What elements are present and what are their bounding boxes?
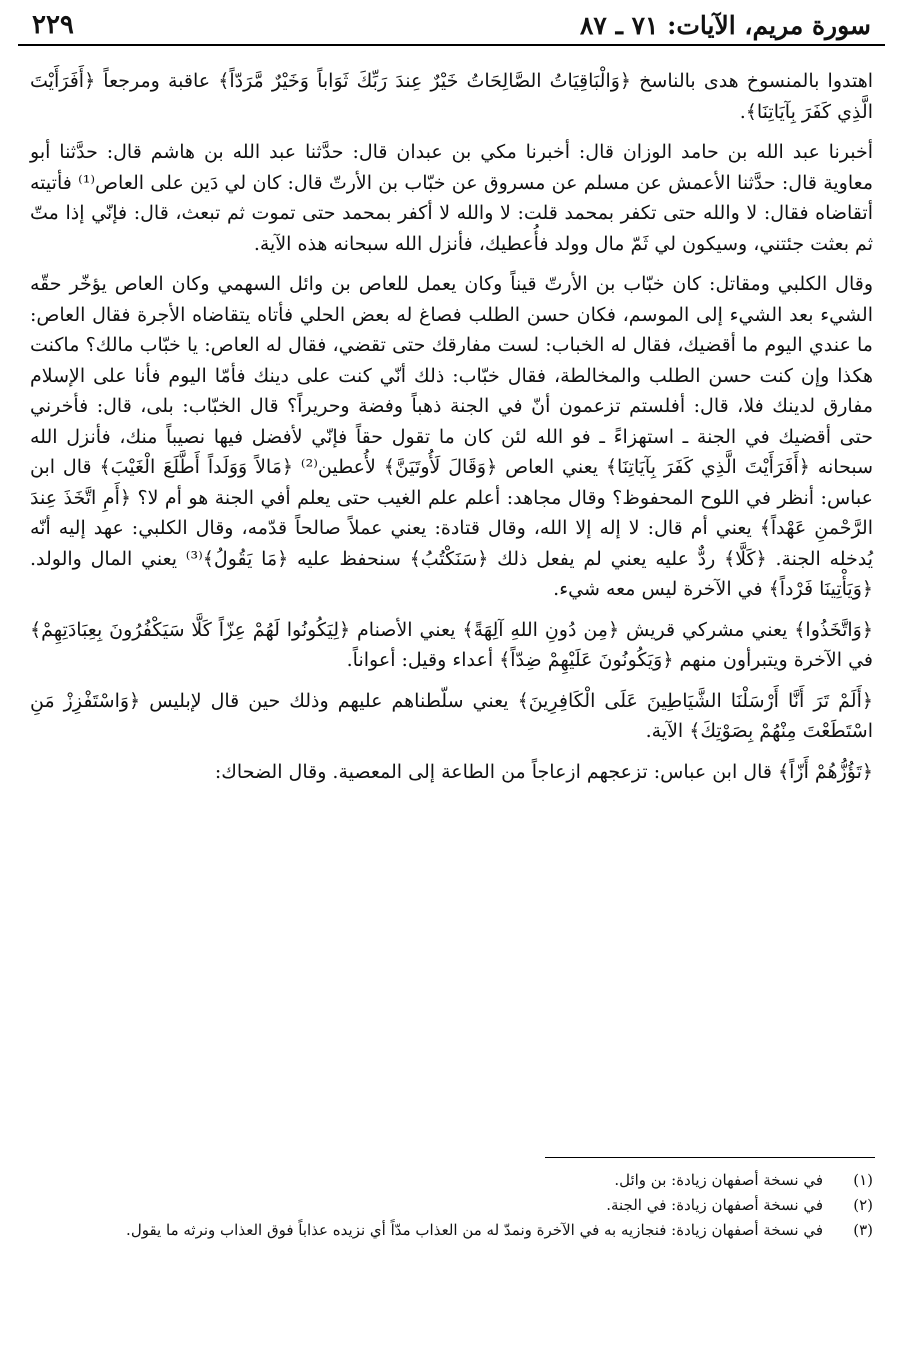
footnote-divider [545,1157,875,1158]
paragraph: ﴿وَاتَّخَذُوا﴾ يعني مشركي قريش ﴿مِن دُونِ اللهِ آلِهَةً﴾ يعني الأصنام ﴿لِيَكُونُوا لَهُمْ عِزّاً كَلَّا سَيَكْفُرُونَ بِعِبَادَتِهِمْ﴾ في الآخرة ويتبرأون منهم ﴿وَيَكُونُونَ عَلَيْهِمْ ضِدّاً﴾ أعداء وقيل: أعواناً. [30,618,873,671]
page-header [18,10,885,46]
footnotes [30,1168,873,1243]
page-number: ٢٢٩ [32,10,74,40]
footnote [30,1193,873,1218]
footnote-text: في نسخة أصفهان زيادة: فنجازيه به في الآخرة ونمدّ له من العذاب مدّاً أي نزيده عذاباً فوق العذاب ونرثه ما يقول. [126,1221,823,1239]
paragraph: وقال الكلبي ومقاتل: كان خبّاب بن الأرتّ قيناً وكان يعمل للعاص بن وائل السهمي وكان العاص يؤخّر حقّه الشيء بعد الشيء إلى الموسم، فكان حسن الطلب فصاغ له بعض الحلي فأتاه يتقاضاه الأجرة فقال العاص: ما عندي اليوم ما أقضيك، فقال له الخباب: لست مفارقك حتى تقضي، فقال له العاص: يا خبّاب مالك؟ ماكنت هكذا وإن كنت حسن الطلب والمخالطة، فقال خبّاب: ذلك أنّي كنت على دينك فأمّا اليوم فأنا على الإسلام مفارق لدينك فلا، قال: أفلستم تزعمون أنّ في الجنة ذهباً وفضة وحريراً؟ قال الخبّاب: بلى، قال: فأخرني حتى أقضيك في الجنة ـ استهزاءً ـ فو الله لئن كان ما تقول حقاً فإنّي لأفضل فيها نصيباً منك، فأنزل الله سبحانه ﴿أَفَرَأَيْتَ الَّذِي كَفَرَ بِآيَاتِنَا﴾ يعني العاص ﴿وَقَالَ لَأُوتَيَنَّ﴾ لأُعطين⁽²⁾ ﴿مَالاً وَوَلَداً أَطَّلَعَ الْغَيْبَ﴾ قال ابن عباس: أنظر في اللوح المحفوظ؟ وقال مجاهد: أعلم علم الغيب حتى يعلم أفي الجنة هو أم لا؟ ﴿أَمِ اتَّخَذَ عِندَ الرَّحْمنِ عَهْداً﴾ يعني أم قال: لا إله إلا الله، وقال قتادة: يعني عملاً صالحاً قدّمه، وقال الكلبي: عهد إليه أنّه يُدخله الجنة. ﴿كَلَّا﴾ ردٌّ عليه يعني لم يفعل ذلك ﴿سَنَكْتُبُ﴾ سنحفظ عليه ﴿مَا يَقُولُ﴾⁽³⁾ يعني المال والولد. ﴿وَيَأْتِينَا فَرْداً﴾ في الآخرة ليس معه شيء. [30,273,873,600]
footnote [30,1168,873,1193]
footnote-text: في نسخة أصفهان زيادة: بن وائل. [614,1171,823,1189]
running-title: سورة مريم، الآيات: ٧١ ـ ٨٧ [580,11,871,40]
footnote-text: في نسخة أصفهان زيادة: في الجنة. [606,1196,823,1214]
footnote [30,1218,873,1243]
footnote-number: (١) [853,1171,873,1189]
paragraph: ﴿أَلَمْ تَرَ أَنَّا أَرْسَلْنَا الشَّيَاطِينَ عَلَى الْكَافِرِينَ﴾ يعني سلّطناهم عليهم وذلك حين قال لإبليس ﴿وَاسْتَفْزِزْ مَنِ اسْتَطَعْتَ مِنْهُمْ بِصَوْتِكَ﴾ الآية. [30,689,873,742]
footnote-number: (٣) [853,1221,873,1239]
paragraph: ﴿تَؤُزُّهُمْ أَزّاً﴾ قال ابن عباس: تزعجهم ازعاجاً من الطاعة إلى المعصية. وقال الضحاك: [214,760,873,783]
main-text [30,66,873,797]
paragraph: أخبرنا عبد الله بن حامد الوزان قال: أخبرنا مكي بن عبدان قال: حدَّثنا عبد الله بن هاشم قال: حدَّثنا أبو معاوية قال: حدَّثنا الأعمش عن مسلم عن مسروق عن خبّاب بن الأرتّ قال: كان لي دَين على العاص⁽¹⁾ فأتيته أتقاضاه فقال: لا والله حتى تكفر بمحمد قلت: لا والله لا أكفر بمحمد حتى تموت ثم تبعث، قال: فإنّي إذا متّ ثم بعثت جئتني، وسيكون لي ثَمّ مال وولد فأُعطيك، فأنزل الله سبحانه هذه الآية. [30,141,873,255]
footnote-number: (٢) [853,1196,873,1214]
paragraph: اهتدوا بالمنسوخ هدى بالناسخ ﴿وَالْبَاقِيَاتُ الصَّالِحَاتُ خَيْرٌ عِندَ رَبِّكَ ثَوَاباً وَخَيْرٌ مَّرَدّاً﴾ عاقبة ومرجعاً ﴿أَفَرَأَيْتَ الَّذِي كَفَرَ بِآيَاتِنَا﴾. [30,70,873,123]
